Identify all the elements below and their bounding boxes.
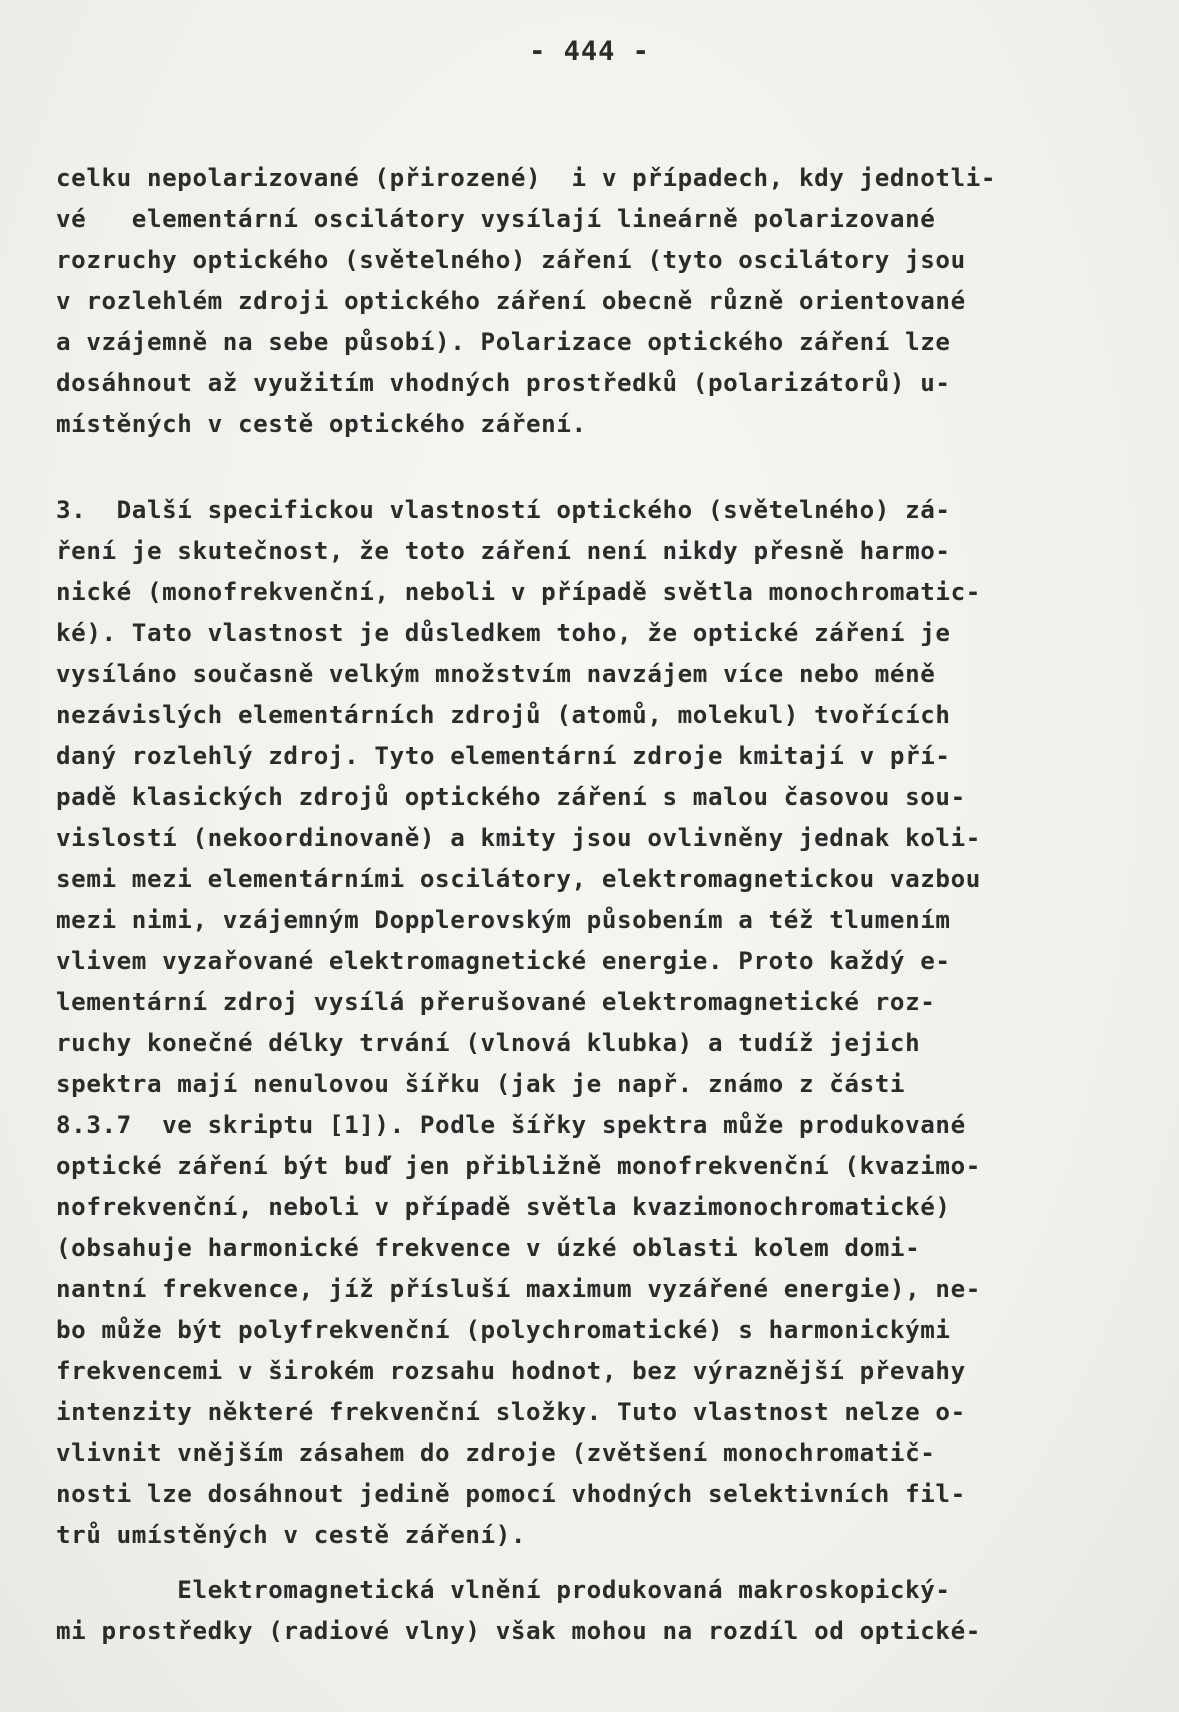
- text-line: nosti lze dosáhnout jedině pomocí vhodných selektivních fil-: [56, 1480, 966, 1508]
- text-line: spektra mají nenulovou šířku (jak je např. známo z části: [56, 1070, 906, 1098]
- text-line: vlivem vyzařované elektromagnetické energie. Proto každý e-: [56, 947, 951, 975]
- text-line: vislostí (nekoordinovaně) a kmity jsou ovlivněny jednak koli-: [56, 824, 981, 852]
- text-line: dosáhnout až využitím vhodných prostředků (polarizátorů) u-: [56, 369, 951, 397]
- text-line: mezi nimi, vzájemným Dopplerovským působením a též tlumením: [56, 906, 951, 934]
- text-line: daný rozlehlý zdroj. Tyto elementární zdroje kmitají v pří-: [56, 742, 951, 770]
- text-line: (obsahuje harmonické frekvence v úzké oblasti kolem domi-: [56, 1234, 921, 1262]
- text-line: v rozlehlém zdroji optického záření obecně různě orientované: [56, 287, 966, 315]
- text-line: bo může být polyfrekvenční (polychromatické) s harmonickými: [56, 1316, 951, 1344]
- text-line: semi mezi elementárními oscilátory, elektromagnetickou vazbou: [56, 865, 981, 893]
- text-line: 3. Další specifickou vlastností optického (světelného) zá-: [56, 496, 951, 524]
- text-line: nofrekvenční, neboli v případě světla kvazimonochromatické): [56, 1193, 951, 1221]
- text-line: ření je skutečnost, že toto záření není nikdy přesně harmo-: [56, 537, 951, 565]
- text-line: nantní frekvence, jíž přísluší maximum vyzářené energie), ne-: [56, 1275, 981, 1303]
- paragraph-item-3: [56, 490, 1136, 1556]
- text-line: a vzájemně na sebe působí). Polarizace optického záření lze: [56, 328, 951, 356]
- text-line: ké). Tato vlastnost je důsledkem toho, že optické záření je: [56, 619, 951, 647]
- text-line: rozruchy optického (světelného) záření (tyto oscilátory jsou: [56, 246, 966, 274]
- text-line: 8.3.7 ve skriptu [1]). Podle šířky spektra může produkované: [56, 1111, 966, 1139]
- text-line: optické záření být buď jen přibližně monofrekvenční (kvazimo-: [56, 1152, 981, 1180]
- text-line: trů umístěných v cestě záření).: [56, 1521, 527, 1549]
- text-line: intenzity některé frekvenční složky. Tuto vlastnost nelze o-: [56, 1398, 966, 1426]
- paragraph-electromagnetic: [56, 1570, 1136, 1652]
- text-line: nické (monofrekvenční, neboli v případě světla monochromatic-: [56, 578, 981, 606]
- text-line: ruchy konečné délky trvání (vlnová klubka) a tudíž jejich: [56, 1029, 921, 1057]
- text-line: mi prostředky (radiové vlny) však mohou na rozdíl od optické-: [56, 1617, 981, 1645]
- text-line: nezávislých elementárních zdrojů (atomů, molekul) tvořících: [56, 701, 951, 729]
- paragraph-polarization: [56, 158, 1136, 445]
- text-line: vé elementární oscilátory vysílají lineárně polarizované: [56, 205, 936, 233]
- text-line: vlivnit vnějším zásahem do zdroje (zvětšení monochromatič-: [56, 1439, 936, 1467]
- text-line: místěných v cestě optického záření.: [56, 410, 587, 438]
- text-line: vysíláno současně velkým množstvím navzájem více nebo méně: [56, 660, 936, 688]
- text-line: frekvencemi v širokém rozsahu hodnot, bez výraznější převahy: [56, 1357, 966, 1385]
- text-line: Elektromagnetická vlnění produkovaná makroskopický-: [56, 1576, 951, 1604]
- text-line: celku nepolarizované (přirozené) i v případech, kdy jednotli-: [56, 164, 997, 192]
- page-number: - 444 -: [529, 36, 650, 67]
- text-line: lementární zdroj vysílá přerušované elektromagnetické roz-: [56, 988, 936, 1016]
- text-line: padě klasických zdrojů optického záření s malou časovou sou-: [56, 783, 966, 811]
